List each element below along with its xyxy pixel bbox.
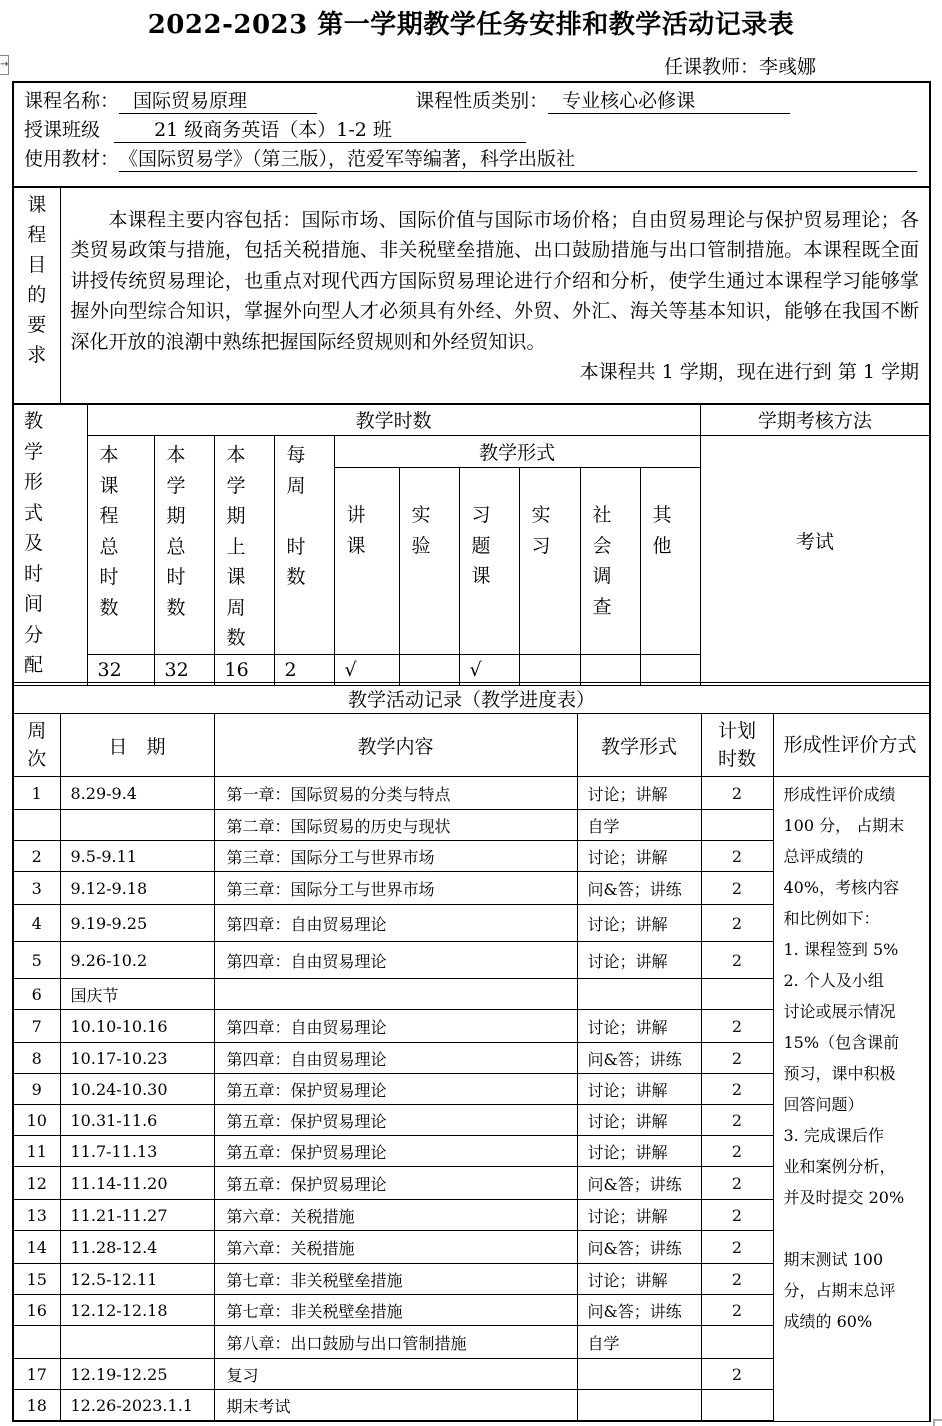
week-cell: 5 [13,942,60,979]
evaluation-line: 和比例如下： [783,909,880,928]
hours-cell: 2 [701,1231,773,1264]
purpose-label [13,188,60,405]
form-cell: 问&答；讲练 [577,1231,701,1264]
content-cell: 第四章：自由贸易理论 [214,1010,577,1043]
course-info-section [12,81,931,188]
content-cell: 第七章：非关税壁垒措施 [214,1264,577,1295]
evaluation-line: 2. 个人及小组 [783,971,884,990]
course-name-line [24,87,919,116]
label-char: 要 [27,314,47,336]
other-check [640,654,700,685]
date-cell: 11.21-11.27 [60,1200,214,1231]
form-lecture [334,468,399,654]
form-cell: 讨论；讲解 [577,942,701,979]
header-char: 周 [226,596,246,619]
week-cell: 15 [13,1264,60,1295]
header-char: 实 [531,504,551,527]
date-cell: 国庆节 [60,979,214,1010]
content-cell: 第六章：关税措施 [214,1231,577,1264]
week-cell: 11 [13,1136,60,1167]
content-cell [214,979,577,1010]
week-cell: 4 [13,905,60,942]
week-cell: 6 [13,979,60,1010]
form-header: 教学形式 [334,436,700,468]
table-move-handle-icon[interactable]: → [0,55,9,75]
evaluation-line: 分，占期末总评 [783,1281,896,1300]
date-cell: 9.12-9.18 [60,872,214,905]
content-cell: 第四章：自由贸易理论 [214,1043,577,1074]
col-course-total-hours [87,436,154,655]
date-cell: 9.26-10.2 [60,942,214,979]
label-char: 及 [24,532,44,554]
week-cell: 10 [13,1105,60,1136]
form-cell [577,1359,701,1390]
hours-cell: 2 [701,1074,773,1105]
date-cell: 8.29-9.4 [60,777,214,810]
header-char: 本 [99,444,119,466]
hours-cell: 2 [701,872,773,905]
evaluation-line: 15%（包含课前 [783,1033,900,1052]
schedule-header-row [13,714,930,777]
header-char: 他 [652,534,672,557]
date-cell: 11.28-12.4 [60,1231,214,1264]
header-char: 程 [99,505,119,527]
header-char: 数 [166,596,186,619]
hours-cell: 2 [701,1105,773,1136]
content-cell: 第五章：保护贸易理论 [214,1136,577,1167]
assessment-value: 考试 [700,436,930,686]
label-char: 配 [24,654,44,676]
form-cell: 问&答；讲练 [577,1295,701,1326]
evaluation-line: 回答问题） [783,1095,864,1114]
header-week [13,714,60,777]
course-name-value: 国际贸易原理 [119,89,317,114]
label-char: 课 [27,194,47,216]
header-char: 课 [346,534,366,557]
week-cell [13,1326,60,1359]
header-char: 实 [411,504,431,527]
allocation-label [13,404,87,686]
content-cell: 第三章：国际分工与世界市场 [214,872,577,905]
course-total-hours: 32 [87,654,154,685]
form-cell [577,1390,701,1422]
date-cell [60,810,214,841]
date-cell: 9.19-9.25 [60,905,214,942]
teacher-name: 任课教师：李彧娜 [663,56,816,78]
header-char: 学 [226,474,246,497]
hours-cell: 2 [701,777,773,810]
header-week-text: 周 次 [27,720,47,770]
course-type-label: 课程性质类别： [415,90,549,112]
header-char: 时 [286,535,306,558]
content-cell: 复习 [214,1359,577,1390]
header-char: 课 [471,565,491,588]
label-char: 教 [24,410,44,432]
weekly-hours: 2 [274,654,334,685]
textbook-value: 《国际贸易学》（第三版），范爱军等编著，科学出版社 [119,147,917,172]
purpose-content [60,188,930,405]
date-cell [60,1326,214,1359]
semester-weeks: 16 [214,654,274,685]
evaluation-line: 业和案例分析， [783,1157,896,1176]
content-cell: 期末考试 [214,1390,577,1422]
form-cell: 问&答；讲练 [577,1043,701,1074]
header-char: 周 [286,474,306,497]
header-form: 教学形式 [577,714,701,777]
hours-cell [701,1390,773,1422]
form-exercise [459,468,519,654]
date-cell: 10.31-11.6 [60,1105,214,1136]
content-cell: 第五章：保护贸易理论 [214,1074,577,1105]
week-cell: 17 [13,1359,60,1390]
date-cell: 11.7-11.13 [60,1136,214,1167]
evaluation-line: 成绩的 60% [783,1312,873,1331]
assessment-header: 学期考核方法 [700,404,930,436]
header-char: 每 [286,444,306,466]
evaluation-line: 3. 完成课后作 [783,1126,884,1145]
content-cell: 第二章：国际贸易的历史与现状 [214,810,577,841]
header-char: 课 [99,474,119,497]
table-resize-handle-icon[interactable] [933,1419,942,1426]
evaluation-line: 形成性评价成绩 [783,785,896,804]
textbook-label: 使用教材： [24,148,120,170]
hours-cell: 2 [701,1295,773,1326]
semester-total-hours: 32 [154,654,214,685]
evaluation-line: 期末测试 100 [783,1250,884,1269]
form-cell: 自学 [577,1326,701,1359]
week-cell: 7 [13,1010,60,1043]
header-char: 验 [411,534,431,557]
evaluation-line: 总评成绩的 [783,847,864,866]
label-char: 分 [24,623,44,646]
header-char [287,501,334,532]
date-cell: 10.10-10.16 [60,1010,214,1043]
label-char: 时 [24,562,44,585]
label-char: 学 [24,440,44,463]
label-char: 求 [27,344,47,366]
purpose-text: 本课程主要内容包括：国际市场、国际价值与国际市场价格；自由贸易理论与保护贸易理论；各类贸易政策与措施，包括关税措施、非关税壁垒措施、出口鼓励措施与出口管制措施。本课程既全面讲授传统贸易理论，也重点对现代西方国际贸易理论进行介绍和分析，使学生通过本课程学习能够掌握外向型综合知识，掌握外向型人才必须具有外经、外贸、外汇、海关等基本知识，能够在我国不断深化开放的浪潮中熟练把握国际经贸规则和外经贸知识。 [70,208,919,353]
evaluation-line: 1. 课程签到 5% [783,940,899,959]
date-cell: 12.5-12.11 [60,1264,214,1295]
hours-cell: 2 [701,1136,773,1167]
content-cell: 第三章：国际分工与世界市场 [214,841,577,872]
week-cell [13,810,60,841]
schedule-table [12,713,931,1422]
header-hours-text: 计划 时数 [717,720,756,770]
form-cell: 讨论；讲解 [577,841,701,872]
form-cell [577,979,701,1010]
date-cell: 12.26-2023.1.1 [60,1390,214,1422]
header-date: 日 期 [60,714,214,777]
internship-check [519,654,580,685]
header-char: 数 [226,627,246,649]
week-cell: 9 [13,1074,60,1105]
evaluation-line: 40%，考核内容 [783,878,900,897]
label-char: 形 [24,471,44,493]
header-char: 数 [286,566,306,588]
form-cell: 讨论；讲解 [577,1010,701,1043]
header-char: 本 [226,444,246,466]
date-cell: 11.14-11.20 [60,1167,214,1200]
header-char: 时 [166,566,186,588]
evaluation-method [773,777,930,1422]
label-char: 的 [27,284,47,306]
header-char: 题 [471,534,491,557]
header-char: 总 [166,535,186,558]
form-social-survey [580,468,640,654]
content-cell: 第八章：出口鼓励与出口管制措施 [214,1326,577,1359]
hours-cell: 2 [701,841,773,872]
hours-cell: 2 [701,1167,773,1200]
form-cell: 讨论；讲解 [577,1264,701,1295]
week-cell: 8 [13,1043,60,1074]
label-char: 程 [27,224,47,246]
hours-cell: 2 [701,1200,773,1231]
allocation-table [12,403,931,686]
form-cell: 自学 [577,810,701,841]
content-cell: 第五章：保护贸易理论 [214,1105,577,1136]
hours-cell: 2 [701,942,773,979]
hours-cell [701,810,773,841]
header-char: 学 [166,474,186,497]
hours-cell: 2 [701,905,773,942]
header-evaluation: 形成性评价方式 [773,714,930,777]
class-label: 授课班级 [24,119,101,141]
col-weekly-hours [274,436,334,655]
header-char: 时 [99,566,119,588]
content-cell: 第四章：自由贸易理论 [214,942,577,979]
social-survey-check [580,654,640,685]
header-char: 期 [226,505,246,527]
exercise-check: √ [459,654,519,685]
evaluation-line: 并及时提交 20% [783,1188,905,1207]
week-cell: 16 [13,1295,60,1326]
form-cell: 问&答；讲练 [577,1167,701,1200]
header-char: 习 [471,504,491,527]
header-char: 总 [99,535,119,558]
date-cell: 10.17-10.23 [60,1043,214,1074]
hours-cell: 2 [701,1359,773,1390]
header-char: 数 [99,596,119,619]
experiment-check [399,654,459,685]
week-cell: 18 [13,1390,60,1422]
week-cell: 13 [13,1200,60,1231]
header-char: 社 [592,504,612,527]
col-semester-total-hours [154,436,214,655]
hours-cell [701,979,773,1010]
evaluation-line: 预习，课中积极 [783,1064,896,1083]
header-char: 上 [226,535,246,558]
label-char: 间 [24,593,44,615]
week-cell: 3 [13,872,60,905]
week-cell: 2 [13,841,60,872]
content-cell: 第七章：非关税壁垒措施 [214,1295,577,1326]
week-cell: 12 [13,1167,60,1200]
form-cell: 讨论；讲解 [577,1105,701,1136]
form-cell: 讨论；讲解 [577,1074,701,1105]
header-char: 会 [592,534,612,557]
lecture-check: √ [334,654,399,685]
header-char: 其 [652,504,672,527]
content-cell: 第四章：自由贸易理论 [214,905,577,942]
form-cell: 讨论；讲解 [577,1136,701,1167]
header-content: 教学内容 [214,714,577,777]
header-char: 讲 [346,504,366,527]
course-name-label: 课程名称： [24,90,120,112]
label-char: 目 [27,254,47,276]
date-cell: 10.24-10.30 [60,1074,214,1105]
hours-header: 教学时数 [87,404,700,436]
header-char: 调 [592,565,612,588]
header-char: 本 [166,444,186,466]
form-cell: 讨论；讲解 [577,777,701,810]
form-cell: 讨论；讲解 [577,905,701,942]
content-cell: 第六章：关税措施 [214,1200,577,1231]
hours-cell [701,1326,773,1359]
hours-cell: 2 [701,1010,773,1043]
textbook-line [24,145,919,174]
week-cell: 1 [13,777,60,810]
header-hours [701,714,773,777]
page-title: 2022-2023 第一学期教学任务安排和教学活动记录表 [147,10,795,40]
date-cell: 9.5-9.11 [60,841,214,872]
form-cell: 讨论；讲解 [577,1200,701,1231]
date-cell: 12.19-12.25 [60,1359,214,1390]
course-purpose-table [12,187,931,405]
schedule-row [13,777,930,810]
course-type-value: 专业核心必修课 [548,89,790,114]
col-semester-weeks [214,436,274,655]
content-cell: 第五章：保护贸易理论 [214,1167,577,1200]
class-line [24,116,919,145]
evaluation-line [784,1213,926,1244]
header-char: 习 [531,534,551,557]
week-cell: 14 [13,1231,60,1264]
evaluation-line: 100 分， 占期末 [783,816,905,835]
label-char: 式 [24,501,44,524]
header-char: 课 [226,566,246,588]
form-cell: 问&答；讲练 [577,872,701,905]
hours-cell: 2 [701,1264,773,1295]
class-value: 21 级商务英语（本）1-2 班 [114,118,526,143]
evaluation-line: 讨论或展示情况 [783,1002,896,1021]
record-title: 教学活动记录（教学进度表） [13,683,930,714]
form-other [640,468,700,654]
semester-progress: 本课程共 1 学期，现在进行到 第 1 学期 [579,361,919,383]
content-cell: 第一章：国际贸易的分类与特点 [214,777,577,810]
form-internship [519,468,580,654]
form-experiment [399,468,459,654]
record-title-table [12,682,931,714]
date-cell: 12.12-12.18 [60,1295,214,1326]
header-char: 期 [166,505,186,527]
header-char: 查 [592,595,612,618]
hours-cell: 2 [701,1043,773,1074]
